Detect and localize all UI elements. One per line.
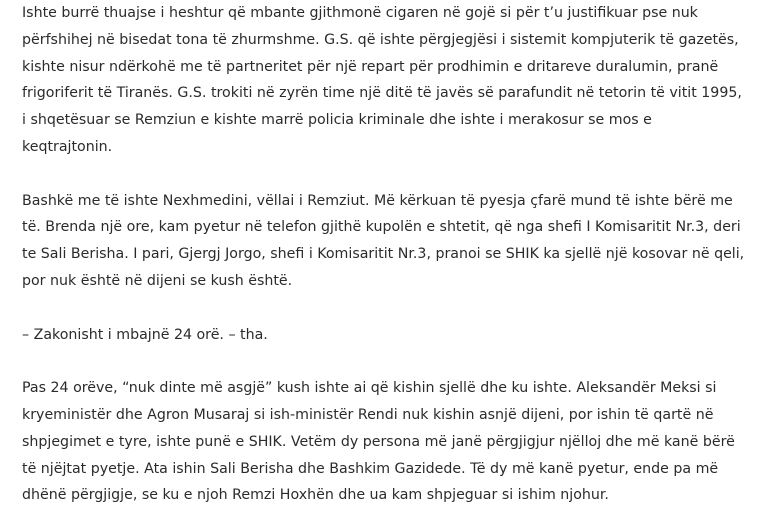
text-line: Pas 24 orëve, “nuk dinte më asgjë” kush ishte ai që kishin sjellë dhe ku ishte. Aleksandër Meksi si [22,380,717,397]
text-line: shpjegimet e tyre, ishte punë e SHIK. Vetëm dy persona më janë përgjigjur njëlloj dhe më kanë bërë [22,433,735,450]
text-line: përfshihej në bisedat tona të zhurmshme. G.S. që ishte përgjegjësi i sistemit kompjuterik të gazetës, [22,31,739,48]
paragraph-spacer [22,161,742,188]
paragraph-spacer [22,348,742,375]
text-line: Bashkë me të ishte Nexhmedini, vëllai i Remziut. Më kërkuan të pyesja çfarë mund të ishte bërë me [22,192,733,209]
text-line: frigoriferit të Tiranës. G.S. trokiti në zyrën time një ditë të javës së parafundit në tetorin të vitit 1995, [22,85,742,102]
text-line: i shqetësuar se Remziun e kishte marrë policia kriminale dhe ishte i merakosur se mos e [22,112,652,129]
text-line: kishte nisur ndërkohë me të partneritet për një repart për prodhimin e dritareve duralumin, pranë [22,58,719,75]
text-line: te Sali Berisha. I pari, Gjergj Jorgo, shefi i Komisaritit Nr.3, pranoi se SHIK ka sjellë një kosovar në qeli, [22,246,745,263]
text-line: Ishte burrë thuajse i heshtur që mbante gjithmonë cigaren në gojë si për t’u justifikuar pse nuk [22,5,698,21]
paragraph-spacer [22,295,742,322]
text-line: – Zakonisht i mbajnë 24 orë. – tha. [22,326,268,343]
text-line: kryeministër dhe Agron Musaraj si ish-ministër Rendi nuk kishin asnjë dijeni, por ishin të qartë në [22,406,714,423]
text-line: keqtrajtonin. [22,138,113,155]
paragraph-4 [22,375,742,509]
paragraph-2 [22,188,745,295]
article-body [22,0,745,509]
paragraph-3 [22,322,742,349]
text-line: por nuk është në dijeni se kush është. [22,272,293,289]
paragraph-1 [22,0,742,161]
text-line: të. Brenda një ore, kam pyetur në telefon gjithë kupolën e shtetit, që nga shefi I Komisaritit Nr.3, deri [22,219,741,236]
text-line: të njëjtat pyetje. Ata ishin Sali Berisha dhe Bashkim Gazidede. Të dy më kanë pyetur, ende pa më [22,460,719,477]
text-line: dhënë përgjigje, se ku e njoh Remzi Hoxhën dhe ua kam shpjeguar si ishim njohur. [22,487,609,504]
